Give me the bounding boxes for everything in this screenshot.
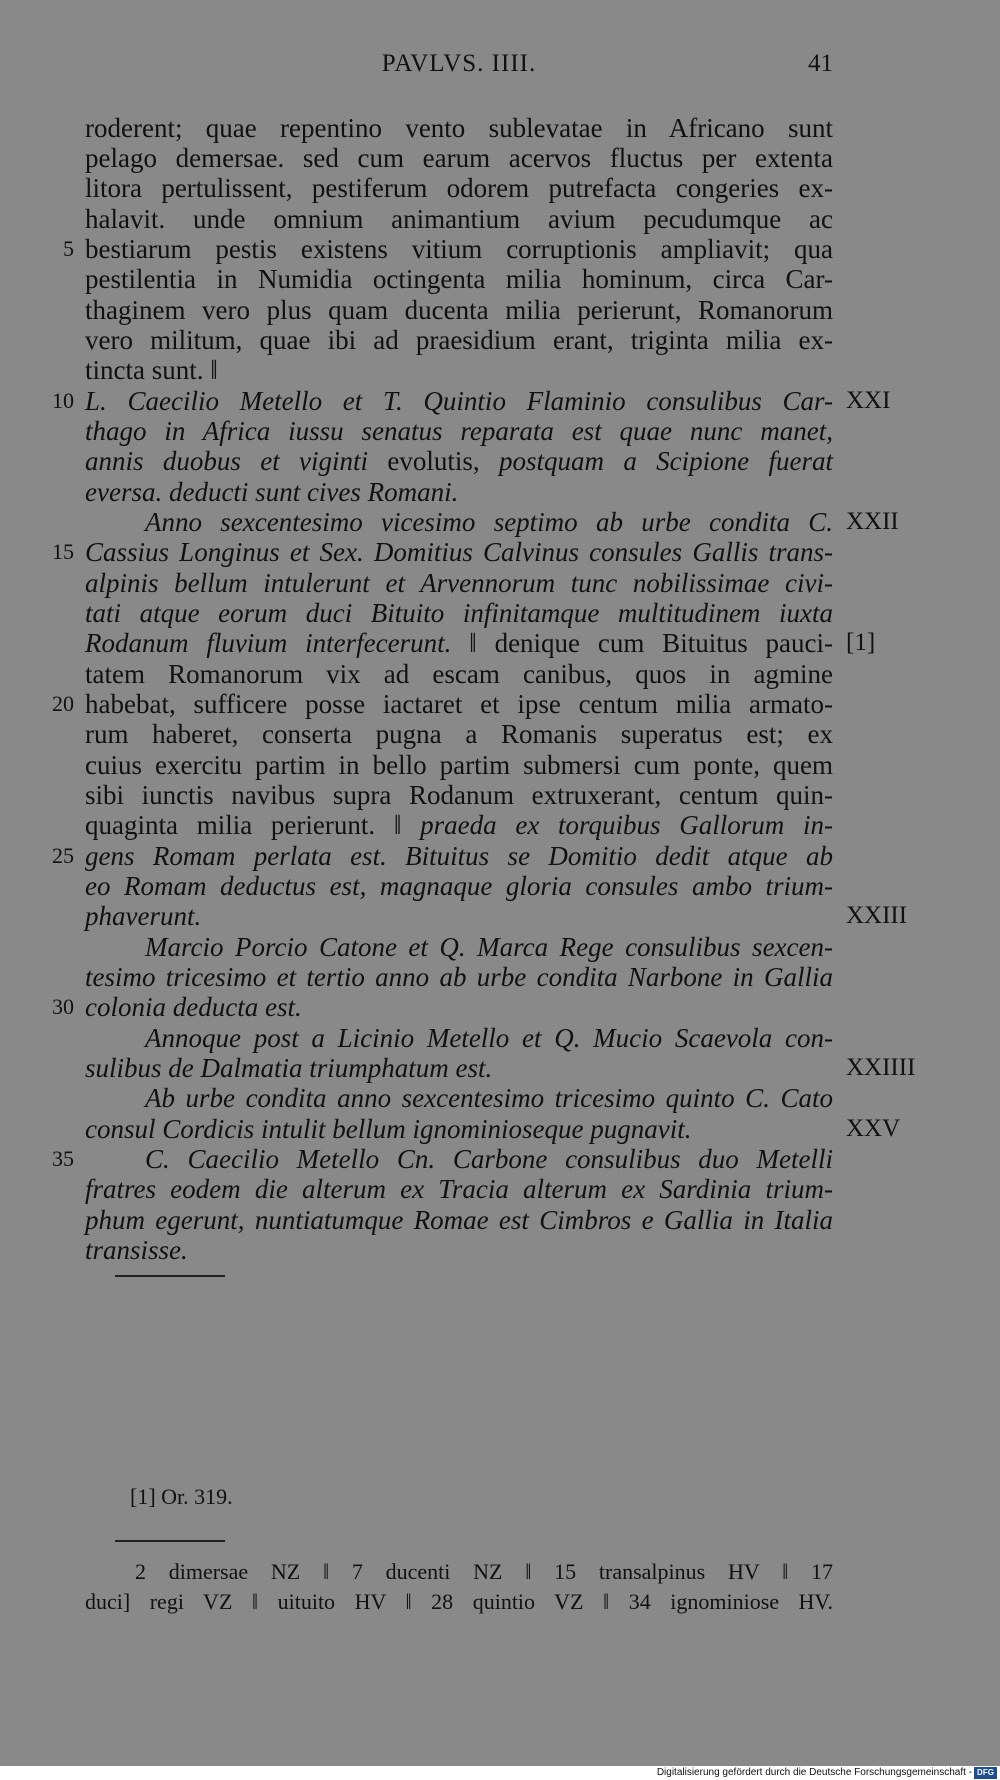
line-number: 35 — [52, 1146, 74, 1171]
text-line: eo Romam deductus est, magnaque gloria consules ambo trium- — [85, 871, 833, 901]
text-span: ‖ denique cum Bituitus pauci- — [451, 628, 833, 658]
page-number: 41 — [808, 50, 833, 77]
dfg-logo: DFG — [974, 1767, 997, 1779]
apparatus-line: duci] regi VZ ‖ uituito HV ‖ 28 quintio VZ ‖ 34 ignominiose HV. — [85, 1589, 833, 1614]
footnote-text: [1] Or. 319. — [130, 1484, 233, 1509]
text-line: tincta sunt. ‖ — [85, 355, 218, 385]
apparatus-divider — [115, 1540, 225, 1542]
text-line: roderent; quae repentino vento sublevatae in Africano sunt — [85, 113, 833, 143]
text-line: eversa. deducti sunt cives Romani. — [85, 477, 459, 507]
text-line: habebat, sufficere posse iactaret et ipse centum milia armato- — [85, 689, 833, 719]
margin-reference: XXI — [846, 387, 891, 414]
text-line: sulibus de Dalmatia triumphatum est. — [85, 1053, 493, 1083]
line-number: 15 — [52, 539, 74, 564]
text-line: Ab urbe condita anno sexcentesimo tricesimo quinto C. Cato — [145, 1083, 833, 1113]
text-line: pelago demersae. sed cum earum acervos fluctus per extenta — [85, 143, 833, 173]
text-line: alpinis bellum intulerunt et Arvennorum tunc nobilissimae civi- — [85, 568, 833, 598]
text-line: fratres eodem die alterum ex Tracia alterum ex Sardinia trium- — [85, 1174, 833, 1204]
margin-reference: XXII — [846, 508, 899, 535]
text-line: halavit. unde omnium animantium avium pecudumque ac — [85, 204, 833, 234]
text-line: Marcio Porcio Catone et Q. Marca Rege consulibus sexcen- — [145, 932, 833, 962]
text-span: postquam a Scipione fuerat — [498, 446, 833, 476]
text-line: colonia deducta est. — [85, 992, 302, 1022]
digitization-credit: Digitalisierung gefördert durch die Deutsche Forschungsgemeinschaft - — [656, 1767, 972, 1778]
text-line — [85, 444, 833, 478]
text-span: quaginta milia perierunt. ‖ — [85, 810, 421, 840]
footnote-divider — [115, 1275, 225, 1277]
text-line: rum haberet, conserta pugna a Romanis superatus est; ex — [85, 719, 833, 749]
text-line: C. Caecilio Metello Cn. Carbone consulibus duo Metelli — [145, 1144, 833, 1174]
text-line — [85, 626, 833, 660]
text-line: tatem Romanorum vix ad escam canibus, quos in agmine — [85, 659, 833, 689]
text-line: transisse. — [85, 1235, 188, 1265]
text-line: vero militum, quae ibi ad praesidium erant, triginta milia ex- — [85, 325, 833, 355]
line-number: 30 — [52, 994, 74, 1019]
text-line: sibi iunctis navibus supra Rodanum extruxerant, centum quin- — [85, 780, 833, 810]
text-span: praeda ex torquibus Gallorum in- — [420, 810, 833, 840]
text-line: L. Caecilio Metello et T. Quintio Flaminio consulibus Car- — [85, 386, 833, 416]
text-line: consul Cordicis intulit bellum ignominioseque pugnavit. — [85, 1114, 692, 1144]
page-header — [85, 50, 833, 90]
text-line: litora pertulissent, pestiferum odorem putrefacta congeries ex- — [85, 173, 833, 203]
text-line: phaverunt. — [85, 901, 202, 931]
text-line: pestilentia in Numidia octingenta milia hominum, circa Car- — [85, 264, 833, 294]
text-line: bestiarum pestis existens vitium corruptionis ampliavit; qua — [85, 234, 833, 264]
digitization-credit-bar — [0, 1766, 1000, 1780]
text-line — [85, 808, 833, 842]
text-line: cuius exercitu partim in bello partim submersi cum ponte, quem — [85, 750, 833, 780]
text-line: thaginem vero plus quam ducenta milia perierunt, Romanorum — [85, 295, 833, 325]
text-line: gens Romam perlata est. Bituitus se Domitio dedit atque ab — [85, 841, 833, 871]
text-line: Anno sexcentesimo vicesimo septimo ab urbe condita C. — [145, 507, 833, 537]
line-number: 20 — [52, 691, 74, 716]
text-line: tati atque eorum duci Bituito infinitamque multitudinem iuxta — [85, 598, 833, 628]
margin-reference: [1] — [846, 629, 876, 656]
text-line: phum egerunt, nuntiatumque Romae est Cimbros e Gallia in Italia — [85, 1205, 833, 1235]
margin-reference: XXV — [846, 1115, 901, 1142]
text-line: tesimo tricesimo et tertio anno ab urbe condita Narbone in Gallia — [85, 962, 833, 992]
line-number: 10 — [52, 388, 74, 413]
text-line: Annoque post a Licinio Metello et Q. Mucio Scaevola con- — [145, 1023, 833, 1053]
margin-reference: XXIII — [846, 902, 908, 929]
line-number: 25 — [52, 843, 74, 868]
text-span: annis duobus et viginti — [85, 446, 388, 476]
apparatus-line: 2 dimersae NZ ‖ 7 ducenti NZ ‖ 15 transalpinus HV ‖ 17 — [135, 1559, 833, 1584]
running-title: PAVLVS. IIII. — [381, 50, 537, 77]
text-line: thago in Africa iussu senatus reparata est quae nunc manet, — [85, 416, 833, 446]
line-number: 5 — [63, 236, 74, 261]
text-span: evolutis, — [387, 446, 499, 476]
text-span: Rodanum fluvium interfecerunt. — [85, 628, 452, 658]
text-line: Cassius Longinus et Sex. Domitius Calvinus consules Gallis trans- — [85, 537, 833, 567]
margin-reference: XXIIII — [846, 1054, 916, 1081]
